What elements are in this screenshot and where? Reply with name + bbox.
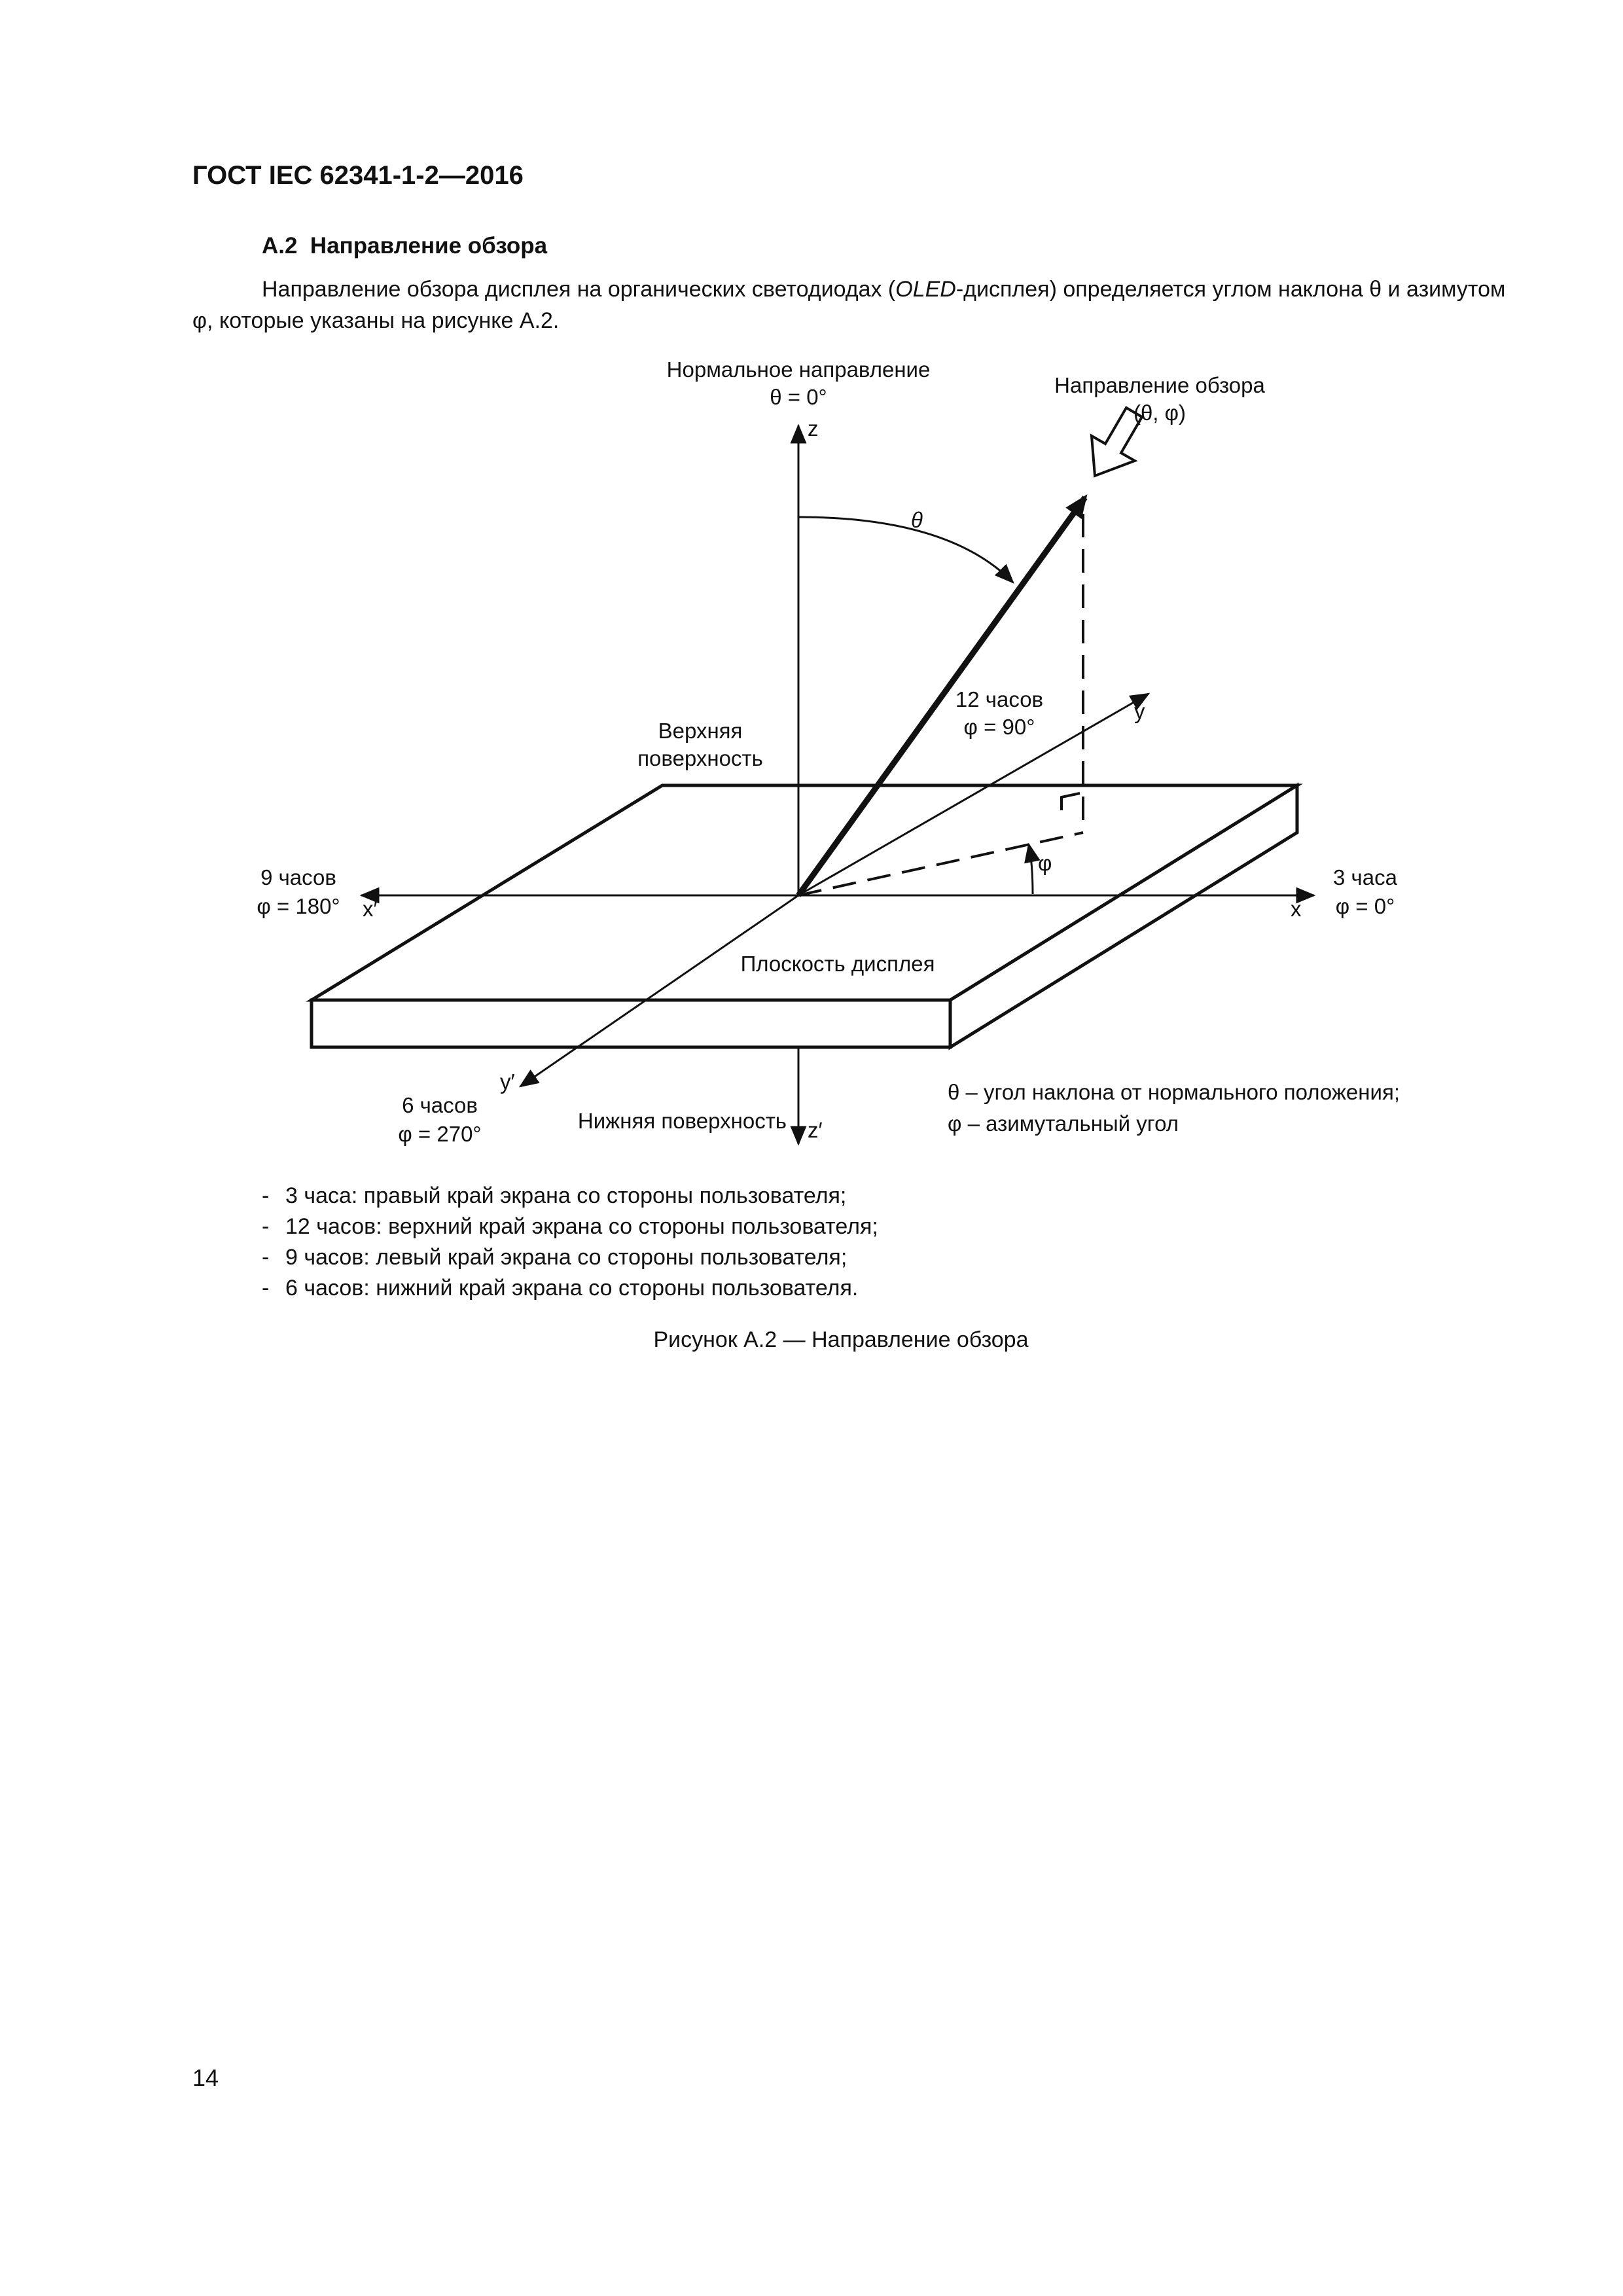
clock6-line2: φ = 270° xyxy=(398,1122,482,1146)
figure-caption: Рисунок А.2 — Направление обзора xyxy=(653,1327,1029,1352)
x-neg-axis-label: x′ xyxy=(363,897,378,921)
page-number: 14 xyxy=(192,2064,219,2091)
view-coords-label: (θ, φ) xyxy=(1133,401,1186,425)
list-item: - 9 часов: левый край экрана со стороны пользователя; xyxy=(262,1245,847,1270)
section-title: Направление обзора xyxy=(310,233,548,259)
clock6-line1: 6 часов xyxy=(402,1093,478,1117)
z-neg-axis-label: z′ xyxy=(808,1118,823,1142)
section-number: А.2 xyxy=(262,233,298,259)
para-text-1: Направление обзора дисплея на органических светодиодах ( xyxy=(262,277,896,302)
clock-notes-list xyxy=(262,1181,878,1304)
clock9-line1: 9 часов xyxy=(260,865,336,889)
clock9-line2: φ = 180° xyxy=(257,894,340,918)
z-axis-label: z xyxy=(808,416,819,440)
phi-label: φ xyxy=(1038,851,1052,875)
para-text-italic: OLED xyxy=(895,277,956,302)
clock3-line1: 3 часа xyxy=(1333,865,1397,889)
y-axis-label: y xyxy=(1134,699,1145,723)
y-neg-axis-label: y′ xyxy=(500,1069,515,1094)
document-header: ГОСТ IEC 62341-1-2—2016 xyxy=(192,161,524,190)
clock12-line1: 12 часов xyxy=(955,687,1044,711)
normal-direction-label: Нормальное направление xyxy=(666,357,931,382)
display-plane-label: Плоскость дисплея xyxy=(740,952,935,976)
list-item: - 3 часа: правый край экрана со стороны пользователя; xyxy=(262,1183,847,1208)
clock3-line2: φ = 0° xyxy=(1335,894,1395,918)
list-item: - 6 часов: нижний край экрана со стороны пользователя. xyxy=(262,1276,859,1300)
legend-phi: φ – азимутальный угол xyxy=(948,1111,1179,1136)
display-slab xyxy=(312,785,1297,1047)
top-surface-line1: Верхняя xyxy=(658,719,743,743)
para-text-2: -дисплея) определяется углом наклона θ и азимутом φ, которые указаны на рисунке А.2. xyxy=(192,277,1506,333)
normal-angle-label: θ = 0° xyxy=(770,385,827,409)
bottom-surface-label: Нижняя поверхность xyxy=(577,1109,787,1133)
legend-theta: θ – угол наклона от нормального положения; xyxy=(948,1080,1400,1104)
theta-label: θ xyxy=(911,508,923,532)
top-surface-line2: поверхность xyxy=(637,746,763,770)
clock12-line2: φ = 90° xyxy=(963,715,1035,739)
list-item: - 12 часов: верхний край экрана со стороны пользователя; xyxy=(262,1214,878,1239)
theta-arc xyxy=(798,517,1013,583)
view-direction-label: Направление обзора xyxy=(1054,373,1265,397)
x-axis-label: x xyxy=(1291,897,1302,921)
